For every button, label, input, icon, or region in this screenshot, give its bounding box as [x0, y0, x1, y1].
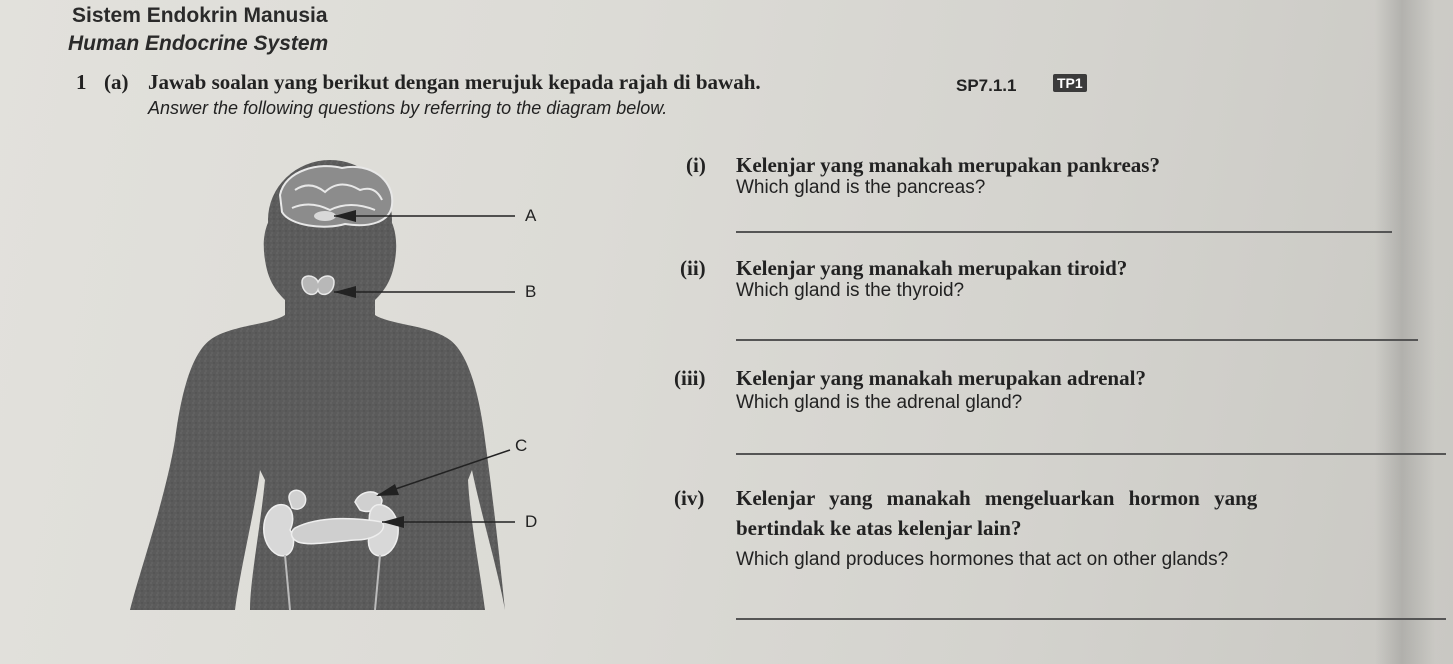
label-a: A — [525, 206, 537, 225]
subquestion-text-line2: bertindak ke atas kelenjar lain? — [736, 516, 1022, 540]
answer-line[interactable] — [736, 618, 1446, 620]
adrenal-gland-left-icon — [289, 490, 306, 509]
question-number: 1 — [76, 70, 87, 94]
subquestion-text-english: Which gland produces hormones that act on other glands? — [736, 549, 1229, 570]
answer-line[interactable] — [736, 339, 1418, 341]
subquestion-text-english: Which gland is the pancreas? — [736, 177, 986, 198]
endocrine-diagram — [120, 150, 550, 620]
subquestion-number: (iv) — [674, 486, 705, 510]
section-title-english: Human Endocrine System — [68, 32, 329, 55]
brain-icon — [280, 166, 392, 227]
subquestion-number: (iii) — [674, 366, 706, 390]
page-fold-shadow — [1375, 0, 1435, 664]
tp-badge: TP1 — [1053, 74, 1087, 92]
label-c: C — [515, 436, 528, 455]
subquestion-number: (ii) — [680, 256, 706, 280]
answer-line[interactable] — [736, 453, 1446, 455]
subquestion-text: Kelenjar yang manakah mengeluarkan hormon yang — [736, 486, 1258, 510]
question-part: (a) — [104, 70, 129, 94]
subquestion-text-english: Which gland is the adrenal gland? — [736, 392, 1023, 413]
subquestion-text: Kelenjar yang manakah merupakan adrenal? — [736, 366, 1146, 390]
question-text: Jawab soalan yang berikut dengan merujuk kepada rajah di bawah. — [148, 70, 761, 94]
human-body-figure — [120, 150, 550, 615]
section-title: Sistem Endokrin Manusia — [72, 4, 328, 27]
syllabus-code: SP7.1.1 — [956, 76, 1017, 95]
subquestion-text: Kelenjar yang manakah merupakan tiroid? — [736, 256, 1128, 280]
subquestion-number: (i) — [686, 153, 706, 177]
subquestion-text-english: Which gland is the thyroid? — [736, 280, 965, 301]
answer-line[interactable] — [736, 231, 1392, 233]
pituitary-gland-icon — [314, 211, 336, 221]
label-b: B — [525, 282, 537, 301]
label-d: D — [525, 512, 538, 531]
subquestion-text: Kelenjar yang manakah merupakan pankreas? — [736, 153, 1160, 177]
question-text-english: Answer the following questions by referring to the diagram below. — [148, 98, 668, 118]
